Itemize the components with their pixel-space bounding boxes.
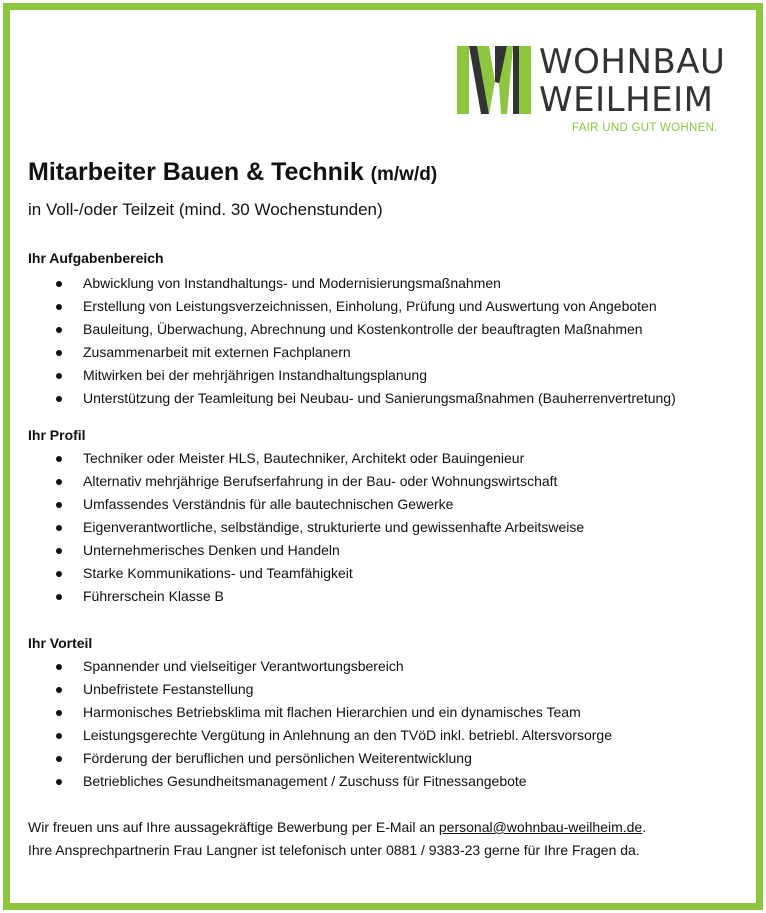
section-heading-vorteil: Ihr Vorteil: [28, 635, 93, 651]
list-item-text: Mitwirken bei der mehrjährigen Instandhaltungsplanung: [83, 367, 427, 383]
closing-line-1-prefix: Wir freuen uns auf Ihre aussagekräftige Bewerbung per E-Mail an: [28, 819, 439, 835]
job-title-suffix: (m/w/d): [370, 164, 438, 185]
bullet-icon: [56, 479, 62, 485]
bullet-icon: [56, 710, 62, 716]
list-item: [0, 387, 676, 410]
list-item: [0, 470, 584, 493]
bullet-icon: [56, 304, 62, 310]
job-title-text: Mitarbeiter Bauen & Technik: [28, 158, 364, 186]
list-item-text: Erstellung von Leistungsverzeichnissen, Einholung, Prüfung und Auswertung von Angeboten: [83, 298, 657, 314]
list-item-text: Alternativ mehrjährige Berufserfahrung in der Bau- oder Wohnungswirtschaft: [83, 473, 558, 489]
vorteil-list: [0, 655, 612, 793]
list-item: [0, 364, 676, 387]
logo-wordmark-line1: WOHNBAU: [539, 42, 726, 82]
job-subtitle: in Voll-/oder Teilzeit (mind. 30 Wochenstunden): [28, 200, 383, 219]
list-item-text: Eigenverantwortliche, selbständige, strukturierte und gewissenhafte Arbeitsweise: [83, 519, 585, 535]
company-logo: [455, 38, 745, 138]
list-item-text: Führerschein Klasse B: [83, 588, 224, 604]
list-item-text: Harmonisches Betriebsklima mit flachen Hierarchien und ein dynamisches Team: [83, 704, 581, 720]
list-item-text: Unternehmerisches Denken und Handeln: [83, 542, 340, 558]
list-item: [0, 447, 584, 470]
bullet-icon: [56, 456, 62, 462]
list-item: [0, 562, 584, 585]
list-item-text: Betriebliches Gesundheitsmanagement / Zuschuss für Fitnessangebote: [83, 773, 527, 789]
logo-wordmark-line2: WEILHEIM: [539, 80, 714, 120]
list-item: [0, 318, 676, 341]
bullet-icon: [56, 664, 62, 670]
bullet-icon: [56, 281, 62, 287]
list-item: [0, 493, 584, 516]
list-item-text: Unterstützung der Teamleitung bei Neubau- und Sanierungsmaßnahmen (Bauherrenvertretung): [83, 390, 676, 406]
list-item-text: Unbefristete Festanstellung: [83, 681, 254, 697]
closing-line-1: [28, 816, 646, 839]
list-item-text: Umfassendes Verständnis für alle bautechnischen Gewerke: [83, 496, 454, 512]
bullet-icon: [56, 548, 62, 554]
list-item-text: Spannender und vielseitiger Verantwortungsbereich: [83, 658, 404, 674]
list-item-text: Zusammenarbeit mit externen Fachplanern: [83, 344, 351, 360]
list-item: [0, 539, 584, 562]
email-link[interactable]: personal@wohnbau-weilheim.de: [438, 819, 643, 835]
bullet-icon: [56, 373, 62, 379]
logo-tagline: FAIR UND GUT WOHNEN.: [572, 122, 718, 134]
profil-list: [0, 447, 584, 608]
list-item: [0, 724, 612, 747]
section-heading-profil: Ihr Profil: [28, 427, 86, 443]
list-item: [0, 516, 584, 539]
bullet-icon: [56, 687, 62, 693]
list-item: [0, 585, 584, 608]
bullet-icon: [56, 756, 62, 762]
list-item: [0, 701, 612, 724]
closing-line-2: Ihre Ansprechpartnerin Frau Langner ist telefonisch unter 0881 / 9383-23 gerne für Ihre Fragen da.: [28, 842, 640, 858]
bullet-icon: [56, 571, 62, 577]
bullet-icon: [56, 350, 62, 356]
list-item: [0, 295, 676, 318]
aufgabenbereich-list: [0, 272, 676, 410]
list-item-text: Bauleitung, Überwachung, Abrechnung und Kostenkontrolle der beauftragten Maßnahmen: [83, 321, 643, 337]
closing-paragraph: [28, 816, 646, 862]
list-item: [0, 341, 676, 364]
bullet-icon: [56, 779, 62, 785]
section-heading-aufgabenbereich: Ihr Aufgabenbereich: [28, 250, 164, 266]
list-item: [0, 655, 612, 678]
bullet-icon: [56, 525, 62, 531]
bullet-icon: [56, 733, 62, 739]
closing-line-1-suffix: .: [642, 819, 647, 835]
bullet-icon: [56, 327, 62, 333]
bullet-icon: [56, 594, 62, 600]
bullet-icon: [56, 502, 62, 508]
list-item-text: Starke Kommunikations- und Teamfähigkeit: [83, 565, 353, 581]
wohnbau-w-logo-icon: [455, 44, 533, 116]
list-item: [0, 678, 612, 701]
list-item-text: Förderung der beruflichen und persönlichen Weiterentwicklung: [83, 750, 472, 766]
list-item-text: Techniker oder Meister HLS, Bautechniker, Architekt oder Bauingenieur: [83, 450, 525, 466]
list-item-text: Leistungsgerechte Vergütung in Anlehnung an den TVöD inkl. betriebl. Altersvorsorge: [83, 727, 612, 743]
bullet-icon: [56, 396, 62, 402]
list-item-text: Abwicklung von Instandhaltungs- und Modernisierungsmaßnahmen: [83, 275, 501, 291]
list-item: [0, 770, 612, 793]
list-item: [0, 272, 676, 295]
list-item: [0, 747, 612, 770]
job-title: [28, 158, 437, 187]
